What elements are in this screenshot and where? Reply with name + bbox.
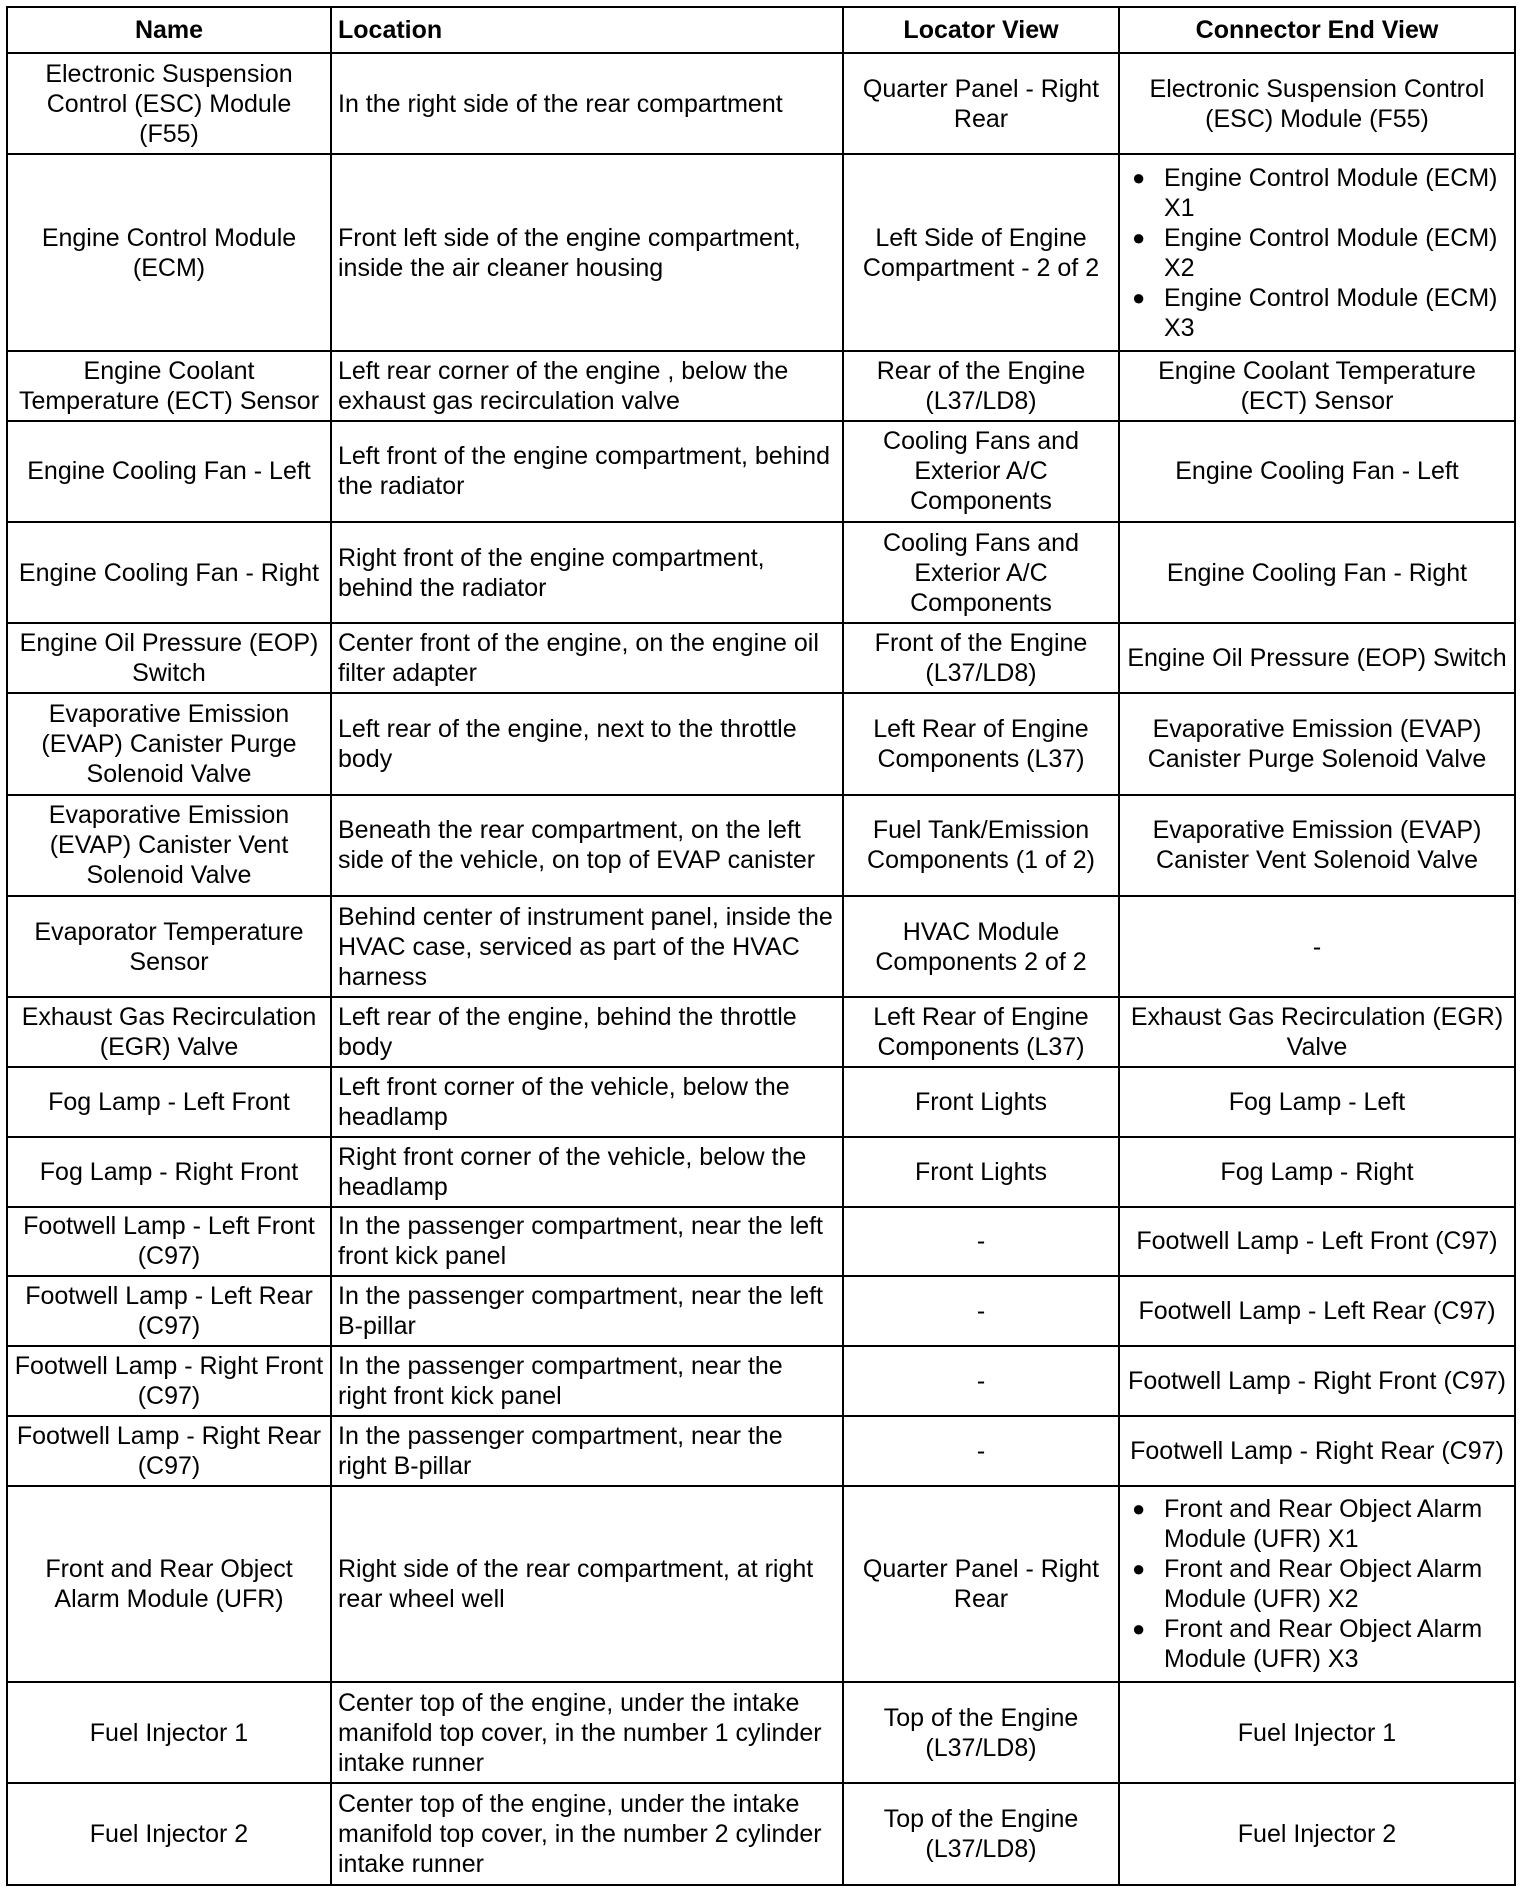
cell-location: Beneath the rear compartment, on the left side of the vehicle, on top of EVAP canister <box>331 795 843 896</box>
connector-list-item: ● Front and Rear Object Alarm Module (UFR) X3 <box>1164 1614 1508 1674</box>
cell-connector-end-view <box>1119 1486 1515 1683</box>
cell-location: Center front of the engine, on the engine oil filter adapter <box>331 623 843 693</box>
cell-locator-view: Cooling Fans and Exterior A/C Components <box>843 522 1119 623</box>
connector-list-item: ● Engine Control Module (ECM) X1 <box>1164 163 1508 223</box>
table-row <box>7 997 1515 1067</box>
cell-connector-end-view: Engine Cooling Fan - Left <box>1119 421 1515 522</box>
cell-location: In the right side of the rear compartment <box>331 53 843 154</box>
cell-location: In the passenger compartment, near the left front kick panel <box>331 1207 843 1277</box>
cell-locator-view: Quarter Panel - Right Rear <box>843 53 1119 154</box>
cell-connector-end-view: - <box>1119 896 1515 997</box>
cell-name: Fuel Injector 2 <box>7 1783 331 1885</box>
cell-location: Center top of the engine, under the intake manifold top cover, in the number 2 cylinder intake runner <box>331 1783 843 1885</box>
cell-locator-view: - <box>843 1276 1119 1346</box>
cell-connector-end-view: Fog Lamp - Right <box>1119 1137 1515 1207</box>
cell-connector-end-view: Footwell Lamp - Left Front (C97) <box>1119 1207 1515 1277</box>
cell-connector-end-view <box>1119 154 1515 351</box>
cell-connector-end-view: Fog Lamp - Left <box>1119 1067 1515 1137</box>
cell-connector-end-view: Footwell Lamp - Right Rear (C97) <box>1119 1416 1515 1486</box>
cell-location: Left front of the engine compartment, behind the radiator <box>331 421 843 522</box>
connector-list-item: ● Engine Control Module (ECM) X3 <box>1164 283 1508 343</box>
cell-connector-end-view: Evaporative Emission (EVAP) Canister Purge Solenoid Valve <box>1119 693 1515 794</box>
cell-name: Evaporative Emission (EVAP) Canister Vent Solenoid Valve <box>7 795 331 896</box>
cell-locator-view: Left Rear of Engine Components (L37) <box>843 997 1119 1067</box>
cell-name: Exhaust Gas Recirculation (EGR) Valve <box>7 997 331 1067</box>
connector-list-item: ● Engine Control Module (ECM) X2 <box>1164 223 1508 283</box>
component-locator-table <box>6 6 1516 1886</box>
table-row <box>7 351 1515 421</box>
cell-name: Footwell Lamp - Right Front (C97) <box>7 1346 331 1416</box>
cell-location: Center top of the engine, under the intake manifold top cover, in the number 1 cylinder intake runner <box>331 1682 843 1783</box>
table-row <box>7 1416 1515 1486</box>
cell-location: Left rear of the engine, next to the throttle body <box>331 693 843 794</box>
cell-locator-view: Top of the Engine (L37/LD8) <box>843 1783 1119 1885</box>
cell-location: Behind center of instrument panel, inside the HVAC case, serviced as part of the HVAC harness <box>331 896 843 997</box>
cell-name: Fog Lamp - Right Front <box>7 1137 331 1207</box>
cell-name: Engine Cooling Fan - Right <box>7 522 331 623</box>
cell-connector-end-view: Engine Oil Pressure (EOP) Switch <box>1119 623 1515 693</box>
cell-name: Electronic Suspension Control (ESC) Module (F55) <box>7 53 331 154</box>
cell-locator-view: Rear of the Engine (L37/LD8) <box>843 351 1119 421</box>
cell-locator-view: Front Lights <box>843 1067 1119 1137</box>
cell-locator-view: Front of the Engine (L37/LD8) <box>843 623 1119 693</box>
cell-name: Evaporator Temperature Sensor <box>7 896 331 997</box>
cell-name: Engine Cooling Fan - Left <box>7 421 331 522</box>
table-row <box>7 154 1515 351</box>
header-connector-end-view: Connector End View <box>1119 7 1515 53</box>
cell-locator-view: Top of the Engine (L37/LD8) <box>843 1682 1119 1783</box>
cell-location: Right front corner of the vehicle, below the headlamp <box>331 1137 843 1207</box>
table-row <box>7 693 1515 794</box>
cell-location: Left front corner of the vehicle, below the headlamp <box>331 1067 843 1137</box>
cell-location: In the passenger compartment, near the right B-pillar <box>331 1416 843 1486</box>
table-row <box>7 421 1515 522</box>
table-row <box>7 795 1515 896</box>
header-location: Location <box>331 7 843 53</box>
cell-locator-view: - <box>843 1416 1119 1486</box>
cell-location: In the passenger compartment, near the left B-pillar <box>331 1276 843 1346</box>
cell-connector-end-view: Fuel Injector 1 <box>1119 1682 1515 1783</box>
cell-location: Left rear of the engine, behind the throttle body <box>331 997 843 1067</box>
table-row <box>7 896 1515 997</box>
cell-location: Left rear corner of the engine , below the exhaust gas recirculation valve <box>331 351 843 421</box>
cell-connector-end-view: Footwell Lamp - Left Rear (C97) <box>1119 1276 1515 1346</box>
cell-location: Right front of the engine compartment, behind the radiator <box>331 522 843 623</box>
table-row <box>7 1486 1515 1683</box>
cell-locator-view: Left Side of Engine Compartment - 2 of 2 <box>843 154 1119 351</box>
cell-locator-view: Quarter Panel - Right Rear <box>843 1486 1119 1683</box>
cell-connector-end-view: Engine Coolant Temperature (ECT) Sensor <box>1119 351 1515 421</box>
table-row <box>7 1067 1515 1137</box>
cell-locator-view: Fuel Tank/Emission Components (1 of 2) <box>843 795 1119 896</box>
cell-locator-view: Cooling Fans and Exterior A/C Components <box>843 421 1119 522</box>
cell-name: Evaporative Emission (EVAP) Canister Purge Solenoid Valve <box>7 693 331 794</box>
table-row <box>7 1783 1515 1885</box>
cell-locator-view: - <box>843 1207 1119 1277</box>
cell-location: Right side of the rear compartment, at right rear wheel well <box>331 1486 843 1683</box>
table-row <box>7 1682 1515 1783</box>
cell-locator-view: Left Rear of Engine Components (L37) <box>843 693 1119 794</box>
cell-name: Footwell Lamp - Left Front (C97) <box>7 1207 331 1277</box>
cell-name: Front and Rear Object Alarm Module (UFR) <box>7 1486 331 1683</box>
table-row <box>7 522 1515 623</box>
table-row <box>7 53 1515 154</box>
table-row <box>7 1207 1515 1277</box>
table-body <box>7 53 1515 1885</box>
cell-name: Engine Coolant Temperature (ECT) Sensor <box>7 351 331 421</box>
cell-locator-view: HVAC Module Components 2 of 2 <box>843 896 1119 997</box>
table-row <box>7 1137 1515 1207</box>
cell-connector-end-view: Engine Cooling Fan - Right <box>1119 522 1515 623</box>
header-name: Name <box>7 7 331 53</box>
header-locator-view: Locator View <box>843 7 1119 53</box>
connector-list <box>1126 1494 1508 1674</box>
connector-list-item: ● Front and Rear Object Alarm Module (UFR) X1 <box>1164 1494 1508 1554</box>
cell-name: Engine Oil Pressure (EOP) Switch <box>7 623 331 693</box>
cell-location: Front left side of the engine compartment, inside the air cleaner housing <box>331 154 843 351</box>
table-row <box>7 1276 1515 1346</box>
cell-connector-end-view: Fuel Injector 2 <box>1119 1783 1515 1885</box>
cell-location: In the passenger compartment, near the right front kick panel <box>331 1346 843 1416</box>
cell-connector-end-view: Footwell Lamp - Right Front (C97) <box>1119 1346 1515 1416</box>
cell-name: Fuel Injector 1 <box>7 1682 331 1783</box>
cell-connector-end-view: Exhaust Gas Recirculation (EGR) Valve <box>1119 997 1515 1067</box>
table-row <box>7 1346 1515 1416</box>
cell-name: Engine Control Module (ECM) <box>7 154 331 351</box>
cell-name: Footwell Lamp - Left Rear (C97) <box>7 1276 331 1346</box>
cell-locator-view: Front Lights <box>843 1137 1119 1207</box>
table-row <box>7 623 1515 693</box>
cell-connector-end-view: Electronic Suspension Control (ESC) Module (F55) <box>1119 53 1515 154</box>
cell-name: Fog Lamp - Left Front <box>7 1067 331 1137</box>
header-row <box>7 7 1515 53</box>
cell-connector-end-view: Evaporative Emission (EVAP) Canister Vent Solenoid Valve <box>1119 795 1515 896</box>
connector-list-item: ● Front and Rear Object Alarm Module (UFR) X2 <box>1164 1554 1508 1614</box>
connector-list <box>1126 163 1508 343</box>
cell-locator-view: - <box>843 1346 1119 1416</box>
cell-name: Footwell Lamp - Right Rear (C97) <box>7 1416 331 1486</box>
